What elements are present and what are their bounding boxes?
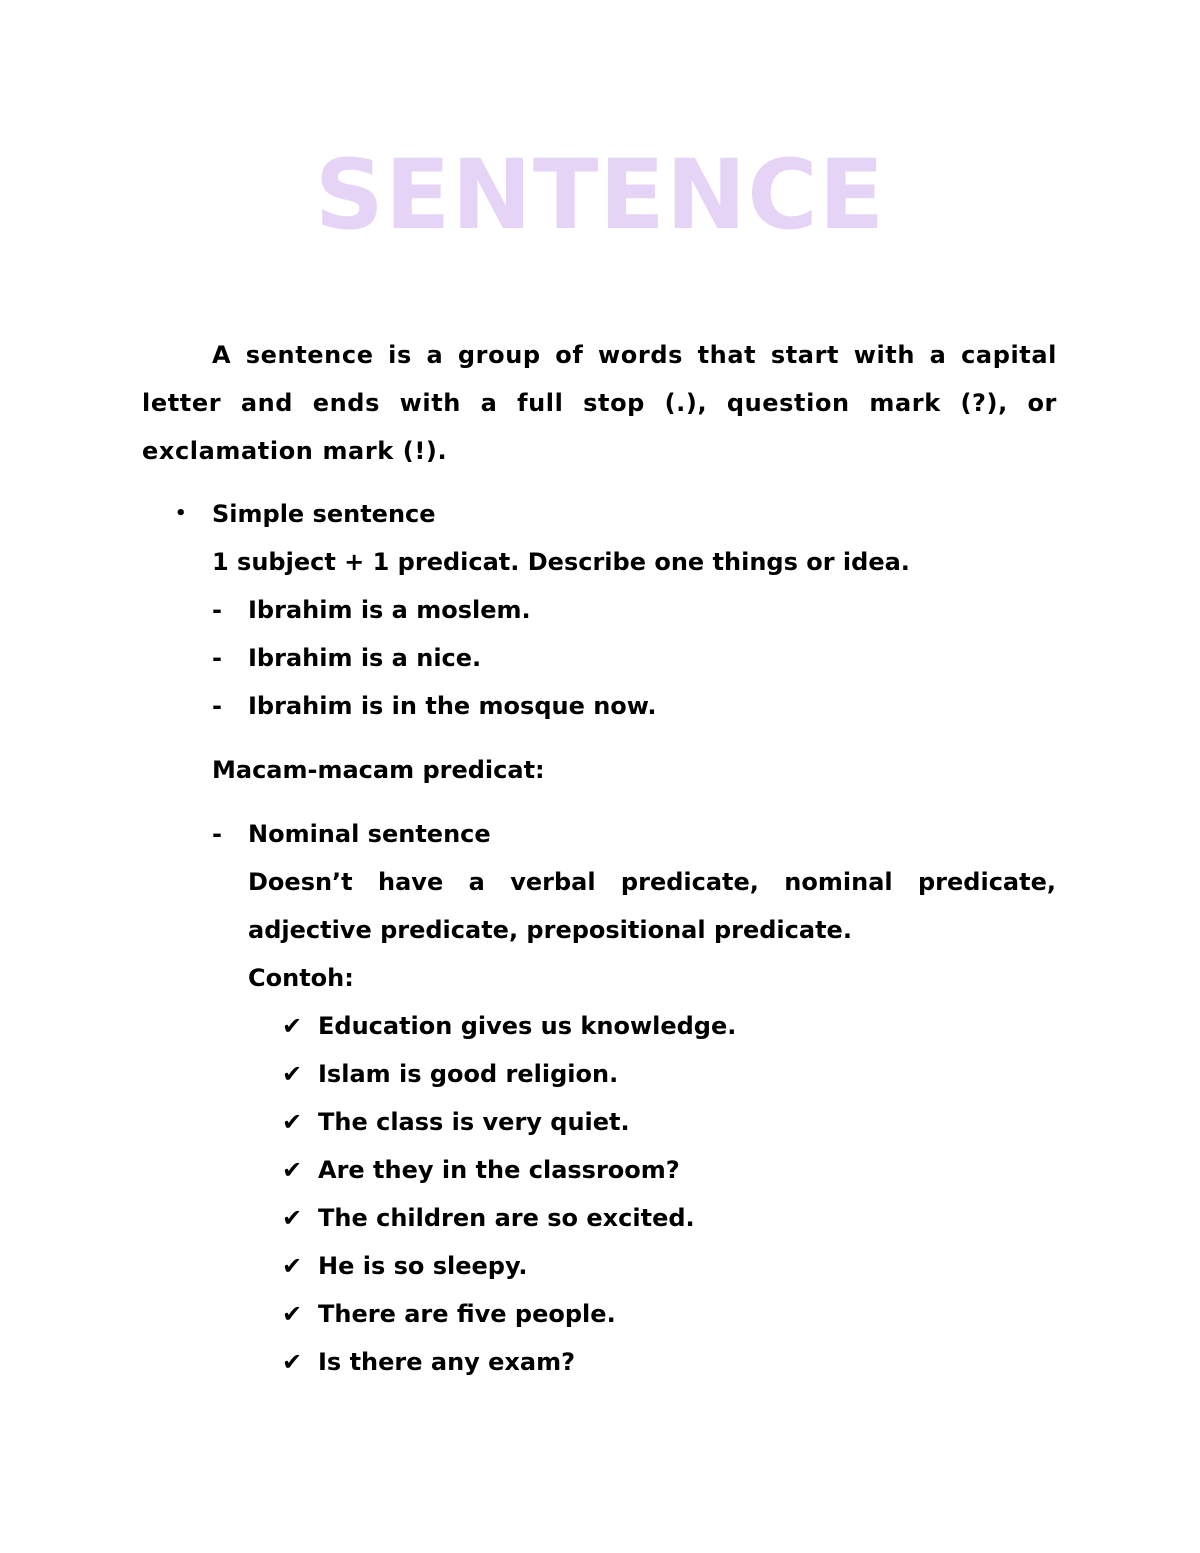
contoh-label: Contoh: [248, 964, 354, 992]
nominal-sentence-heading: Nominal sentence [248, 820, 491, 848]
example-text: He is so sleepy. [318, 1252, 528, 1280]
check-icon: ✔ [282, 1156, 303, 1184]
example-text: Ibrahim is in the mosque now. [248, 692, 657, 720]
dash-icon: - [212, 692, 222, 720]
example-text: Education gives us knowledge. [318, 1012, 737, 1040]
dash-icon: - [212, 820, 222, 848]
dash-icon: - [212, 596, 222, 624]
check-icon: ✔ [282, 1204, 303, 1232]
example-text: Islam is good religion. [318, 1060, 619, 1088]
check-icon: ✔ [282, 1252, 303, 1280]
example-text: There are five people. [318, 1300, 616, 1328]
simple-sentence-heading: Simple sentence [212, 500, 436, 528]
check-icon: ✔ [282, 1060, 303, 1088]
intro-paragraph: A sentence is a group of words that start with a capital letter and ends with a full stop (.), question mark (?), or exclamation mark (!). [142, 341, 1057, 465]
check-icon: ✔ [282, 1012, 303, 1040]
nominal-sentence-description: Doesn’t have a verbal predicate, nominal predicate, adjective predicate, prepositional predicate. [248, 868, 1056, 944]
check-icon: ✔ [282, 1348, 303, 1376]
example-text: The class is very quiet. [318, 1108, 630, 1136]
example-text: Ibrahim is a moslem. [248, 596, 531, 624]
dash-icon: - [212, 644, 222, 672]
page-title: SENTENCE [314, 139, 886, 251]
example-text: The children are so excited. [318, 1204, 695, 1232]
macam-heading: Macam-macam predicat: [212, 756, 545, 784]
check-icon: ✔ [282, 1108, 303, 1136]
simple-sentence-description: 1 subject + 1 predicat. Describe one things or idea. [212, 548, 910, 576]
example-text: Ibrahim is a nice. [248, 644, 482, 672]
check-icon: ✔ [282, 1300, 303, 1328]
example-text: Is there any exam? [318, 1348, 576, 1376]
bullet-icon: • [175, 503, 187, 524]
example-text: Are they in the classroom? [318, 1156, 680, 1184]
